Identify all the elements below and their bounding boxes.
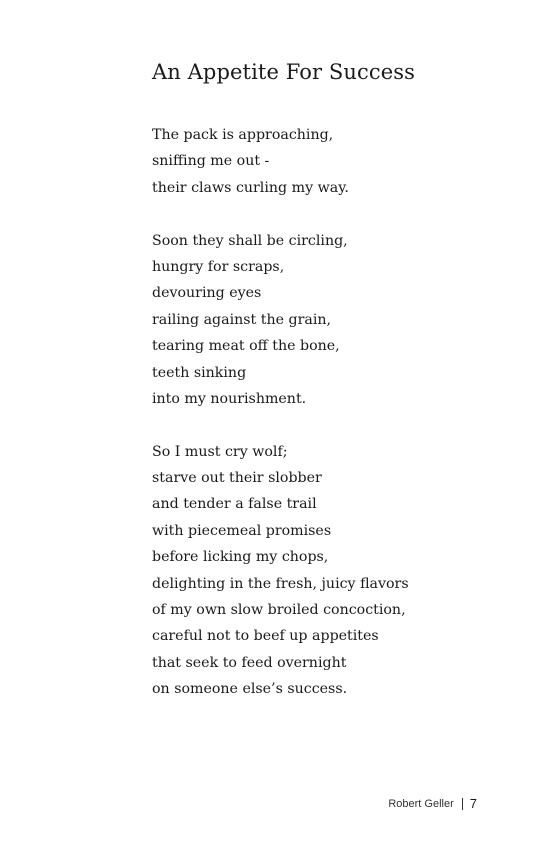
poem-line: and tender a false trail (152, 496, 317, 513)
poem-body (152, 122, 409, 729)
poem-line: The pack is approaching, (152, 127, 334, 143)
poem-line: into my nourishment. (152, 390, 307, 407)
poem-line: their claws curling my way. (152, 179, 349, 196)
stanza-1 (152, 122, 409, 201)
stanza-2 (152, 228, 409, 413)
poem-line: hungry for scraps, (152, 258, 285, 275)
poem-line: careful not to beef up appetites (152, 628, 379, 645)
page-number: 7 (469, 796, 477, 811)
poem-line: railing against the grain, (152, 311, 331, 328)
poem-line: on someone else’s success. (152, 681, 348, 698)
poem-line: before licking my chops, (152, 549, 329, 566)
poem-line: teeth sinking (152, 364, 247, 381)
poem-line: Soon they shall be circling, (152, 232, 348, 249)
poem-title: An Appetite For Success (152, 60, 416, 84)
poem-line: of my own slow broiled concoction, (152, 602, 406, 619)
poem-line: So I must cry wolf; (152, 443, 288, 460)
footer-divider (462, 798, 463, 810)
footer-author: Robert Geller (388, 797, 454, 810)
poem-line: sniffing me out - (152, 153, 270, 170)
poem-line: starve out their slobber (152, 470, 322, 487)
poem-line: devouring eyes (152, 285, 262, 302)
poem-line: that seek to feed overnight (152, 654, 347, 671)
poem-line: delighting in the fresh, juicy flavors (152, 575, 409, 592)
poem-line: tearing meat off the bone, (152, 338, 340, 355)
page-footer (388, 796, 477, 811)
stanza-3 (152, 439, 409, 703)
poem-line: with piecemeal promises (152, 522, 332, 539)
